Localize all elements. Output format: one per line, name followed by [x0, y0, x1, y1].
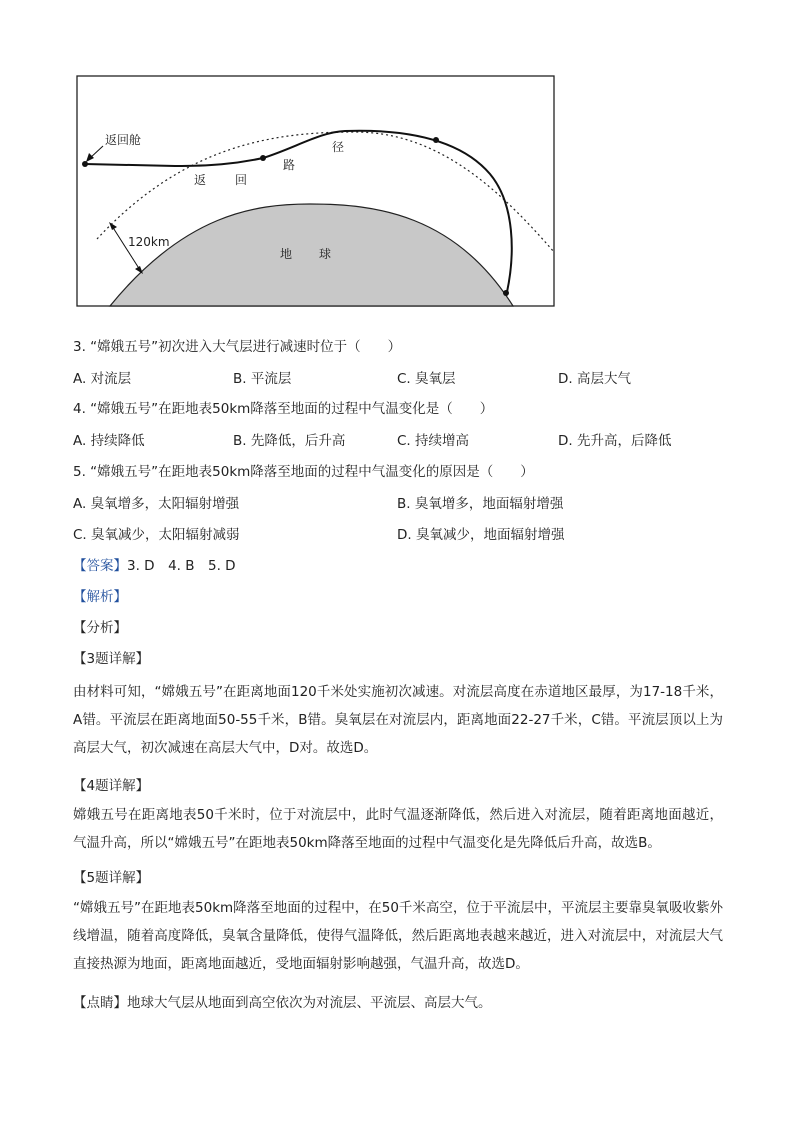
detail-3-tag: 【3题详解】: [73, 651, 150, 667]
detail-5-text: “嫦娥五号”在距地表50km降落至地面的过程中，在50千米高空，位于平流层中，平流层主要靠臭氧吸收紫外线增温，随着高度降低，臭氧含量降低，使得气温降低，然后距离地表越来越近，进入对流层中，对流层大气直接热源为地面，距离地面越近，受地面辐射影响越强，气温升高，故选D。: [73, 900, 723, 972]
path-label-char: 径: [332, 140, 345, 154]
fenxi-tag: 【分析】: [73, 620, 127, 636]
question-5-option-c: C. 臭氧减少，太阳辐射减弱: [73, 527, 240, 543]
path-point: [260, 155, 266, 161]
question-5-option-b: B. 臭氧增多，地面辐射增强: [397, 496, 564, 512]
answer-tag: 【答案】: [73, 558, 127, 574]
question-3-option-b: B. 平流层: [233, 371, 292, 387]
answer-line: [73, 557, 236, 575]
tip-tag: 【点睛】: [73, 995, 127, 1011]
earth-label-char: 球: [319, 247, 332, 261]
analysis-tag: 【解析】: [73, 589, 127, 605]
answer-text: 3. D 4. B 5. D: [127, 558, 236, 574]
detail-4-text: 嫦娥五号在距离地表50千米时，位于对流层中，此时气温逐渐降低，然后进入对流层，随着距离地面越近，气温升高，所以“嫦娥五号”在距地表50km降落至地面的过程中气温变化是先降低后升高，故选B。: [73, 807, 723, 851]
question-4-option-c: C. 持续增高: [397, 433, 470, 449]
question-4-stem: 4. “嫦娥五号”在距地表50km降落至地面的过程中气温变化是（ ）: [73, 401, 494, 417]
question-3-option-c: C. 臭氧层: [397, 371, 456, 387]
detail-3-text: 由材料可知，“嫦娥五号”在距离地面120千米处实施初次减速。对流层高度在赤道地区最厚，为17-18千米，A错。平流层在距离地面50-55千米，B错。臭氧层在对流层内，距离地面22-27千米，C错。平流层顶以上为高层大气，初次减速在高层大气中，D对。故选D。: [73, 684, 723, 756]
capsule-label: 返回舱: [105, 133, 142, 147]
path-point: [433, 137, 439, 143]
detail-5-tag: 【5题详解】: [73, 870, 150, 886]
question-4-option-d: D. 先升高，后降低: [558, 433, 672, 449]
reentry-diagram: [75, 74, 556, 308]
capsule-point: [82, 161, 88, 167]
question-3-option-a: A. 对流层: [73, 371, 132, 387]
path-label-char: 返: [194, 173, 207, 187]
question-4-option-b: B. 先降低，后升高: [233, 433, 346, 449]
question-3-option-d: D. 高层大气: [558, 371, 631, 387]
question-4-option-a: A. 持续降低: [73, 433, 145, 449]
question-5-option-d: D. 臭氧减少，地面辐射增强: [397, 527, 565, 543]
tip-line: [73, 994, 492, 1012]
question-5-option-a: A. 臭氧增多，太阳辐射增强: [73, 496, 240, 512]
question-3-stem: 3. “嫦娥五号”初次进入大气层进行减速时位于（ ）: [73, 339, 402, 355]
path-point: [503, 290, 509, 296]
tip-text: 地球大气层从地面到高空依次为对流层、平流层、高层大气。: [127, 995, 492, 1011]
earth-label-char: 地: [280, 247, 293, 261]
detail-4-tag: 【4题详解】: [73, 778, 150, 794]
path-label-char: 回: [235, 173, 248, 187]
altitude-label: 120km: [128, 235, 170, 249]
path-label-char: 路: [283, 158, 296, 172]
question-5-stem: 5. “嫦娥五号”在距地表50km降落至地面的过程中气温变化的原因是（ ）: [73, 464, 534, 480]
